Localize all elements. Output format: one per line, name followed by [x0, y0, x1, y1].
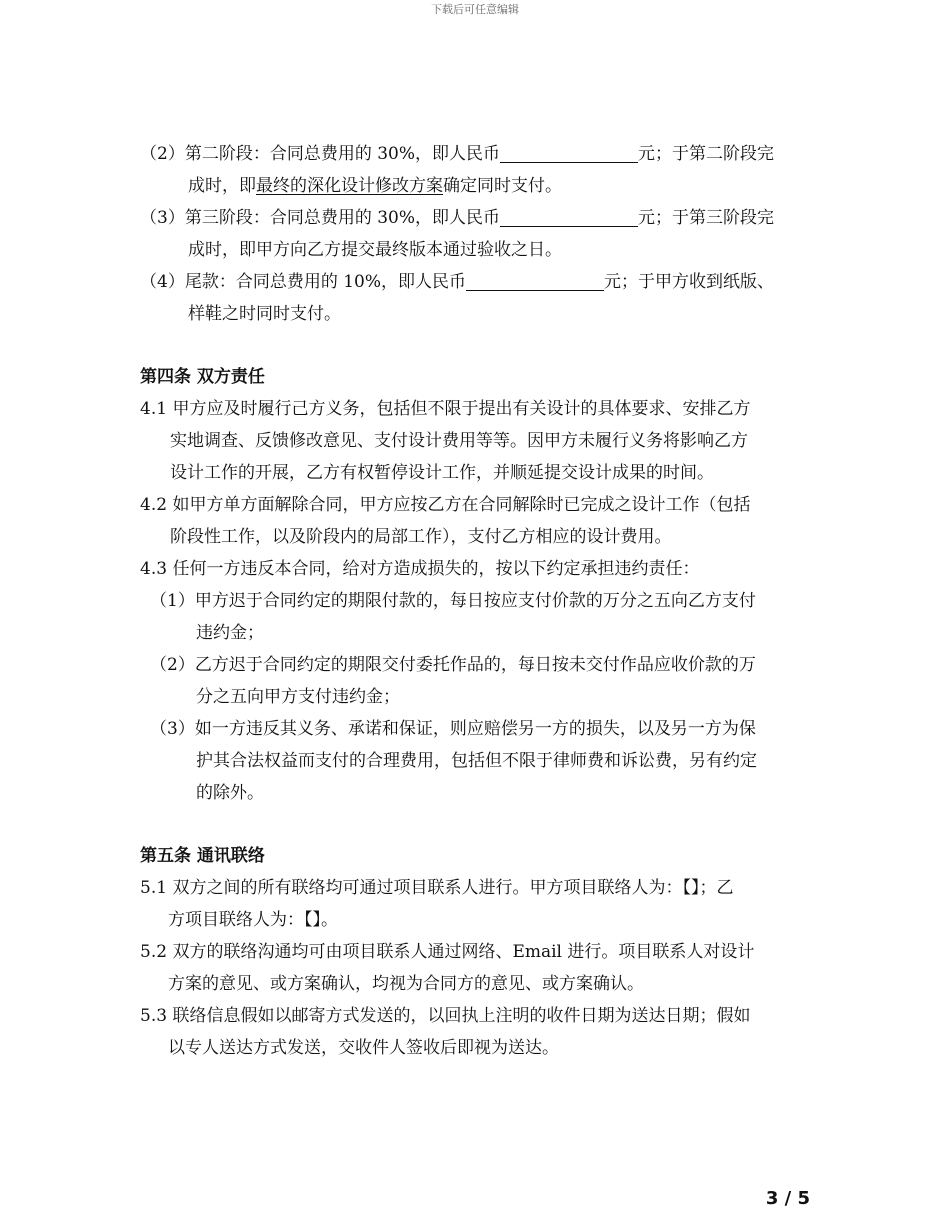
- watermark: 下载后可任意编辑: [431, 3, 519, 16]
- article-5-title: 第五条 通讯联络: [140, 846, 265, 866]
- clause-4-3-item-3-cont: 的除外。: [196, 783, 264, 803]
- clause-4-2: 4.2 如甲方单方面解除合同，甲方应按乙方在合同解除时已完成之设计工作（包括: [140, 495, 751, 515]
- amount-blank: [500, 208, 638, 227]
- clause-4-1-cont: 实地调查、反馈修改意见、支付设计费用等等。因甲方未履行义务将影响乙方: [170, 431, 748, 451]
- clause-4-1: 4.1 甲方应及时履行己方义务，包括但不限于提出有关设计的具体要求、安排乙方: [140, 399, 751, 419]
- payment-stage-3: （3）第三阶段：合同总费用的 30%，即人民币 元；于第三阶段完: [140, 208, 775, 228]
- clause-4-3-item-1-cont: 违约金；: [196, 623, 264, 643]
- page-number: 3 / 5: [765, 1188, 810, 1209]
- underlined-text: 最终的深化设计修改方案: [256, 176, 443, 196]
- clause-4-3: 4.3 任何一方违反本合同，给对方造成损失的，按以下约定承担违约责任：: [140, 559, 700, 579]
- payment-stage-2-cont: 成时，即最终的深化设计修改方案确定同时支付。: [188, 176, 562, 196]
- clause-4-1-cont: 设计工作的开展，乙方有权暂停设计工作，并顺延提交设计成果的时间。: [170, 463, 714, 483]
- amount-blank: [500, 144, 638, 163]
- clause-5-2-cont: 方案的意见、或方案确认，均视为合同方的意见、或方案确认。: [168, 974, 644, 994]
- clause-4-3-item-3: （3）如一方违反其义务、承诺和保证，则应赔偿另一方的损失，以及另一方为保: [150, 719, 756, 739]
- clause-4-3-item-3-cont: 护其合法权益而支付的合理费用，包括但不限于律师费和诉讼费，另有约定: [196, 751, 757, 771]
- document-body: [140, 138, 820, 1064]
- clause-5-3: 5.3 联络信息假如以邮寄方式发送的，以回执上注明的收件日期为送达日期；假如: [140, 1006, 751, 1026]
- payment-stage-2: （2）第二阶段：合同总费用的 30%，即人民币 元；于第二阶段完: [140, 144, 775, 164]
- clause-5-3-cont: 以专人送达方式发送，交收件人签收后即视为送达。: [168, 1038, 559, 1058]
- clause-4-3-item-2: （2）乙方迟于合同约定的期限交付委托作品的，每日按未交付作品应收价款的万: [150, 655, 756, 675]
- clause-5-1-cont: 方项目联络人为：【】。: [168, 910, 338, 930]
- amount-blank: [466, 272, 604, 291]
- clause-4-2-cont: 阶段性工作，以及阶段内的局部工作），支付乙方相应的设计费用。: [170, 527, 672, 547]
- clause-5-1: 5.1 双方之间的所有联络均可通过项目联系人进行。甲方项目联络人为：【】；乙: [140, 878, 734, 898]
- payment-final: （4）尾款：合同总费用的 10%，即人民币 元；于甲方收到纸版、: [140, 272, 775, 292]
- clause-4-3-item-2-cont: 分之五向甲方支付违约金；: [196, 687, 400, 707]
- article-4-title: 第四条 双方责任: [140, 367, 265, 387]
- clause-4-3-item-1: （1）甲方迟于合同约定的期限付款的，每日按应支付价款的万分之五向乙方支付: [150, 591, 756, 611]
- clause-5-2: 5.2 双方的联络沟通均可由项目联系人通过网络、Email 进行。项目联系人对设计: [140, 942, 755, 962]
- payment-stage-3-cont: 成时，即甲方向乙方提交最终版本通过验收之日。: [188, 240, 562, 260]
- payment-final-cont: 样鞋之时同时支付。: [188, 304, 341, 324]
